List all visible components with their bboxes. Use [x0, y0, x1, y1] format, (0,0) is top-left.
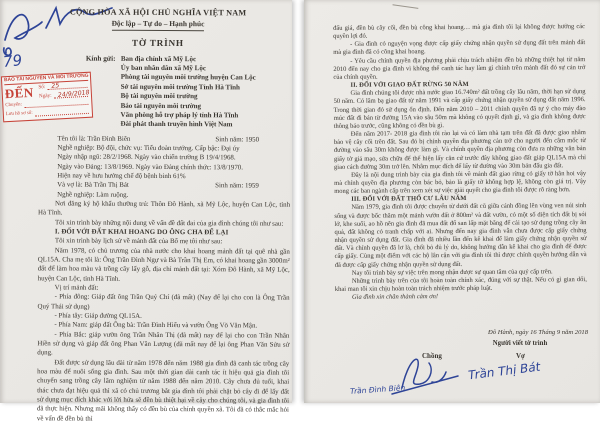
document-page-2 [304, 0, 600, 403]
land-position-label: Vị trí mảnh đất: [54, 284, 99, 292]
stamp-organization: BÁO TÀI NGUYÊN VÀ MÔI TRƯỜNG [3, 73, 89, 84]
stamp-so-value: 25 [51, 82, 60, 90]
section-1-heading: I. ĐỐI VỚI ĐẤT KHAI HOANG DO ÔNG CHA ĐỂ LẠI [54, 228, 229, 237]
kinh-gui-label: Kính gửi: [85, 54, 116, 63]
request-certificate-paragraph: - Gia đình có nguyện vọng được cấp giấy chứng nhận quyền sử dụng đất trên mảnh đất mà gia đình đã có công khai hoang. [333, 39, 586, 57]
wife-label: Vợ [516, 352, 525, 360]
national-title: CỘNG HÒA XÃ HỘI CHỦ NGHĨA VIỆT NAM [69, 7, 247, 18]
stamp-den-label: ĐẾN [4, 84, 35, 101]
wife-occupation: Nghề nghiệp: Làm ruộng. [57, 191, 129, 199]
continued-paragraph: đấu giá, đền bù cây cối, đền bù công khai hoang… mà gia đình tôi lại không được hưởng các quyền lợi đó. [333, 23, 586, 41]
truth-declaration-paragraph: Những trình bày trên của tôi hoàn toàn chính xác, đúng với sự thật. Nếu có gì gian dối, khai man tôi xin chịu hoàn toàn trách nhiệm trước pháp luật. [334, 275, 587, 293]
boundary-south: - Phía Nam: giáp đất Ông bà: Trần Đình Hiếu và vườn Ông Võ Văn Mận. [54, 321, 258, 330]
wife-birth-year: Sinh năm: 1959 [215, 182, 259, 190]
husband-label: Chồng [422, 352, 442, 360]
declarant-occupation: Nghề nghiệp: Bộ đội, chức vụ: Tiểu đoàn trưởng. Cấp bậc: Đại úy [57, 144, 240, 153]
declarant-name: Tên tôi là: Trần Đình Biên [57, 134, 131, 143]
document-title: TỜ TRÌNH [131, 37, 184, 48]
declarant-birth-year: Sinh năm: 1950 [215, 135, 260, 143]
section-2-paragraph: Đây là nội dung trình bày của gia đình tôi về mảnh đất giao rừng có giấy tờ hẳn hoi vậy mà chính quyền địa phương còn bác bỏ, bảo là giấy tờ không hợp lệ, không còn giá trị. Vậy mong các ban ngành cấp trên xem xét sự việc giải quyết cho gia đình tôi được rõ ràng hơn. [334, 169, 587, 196]
recipient: Đài phát thanh truyền hình Việt Nam [120, 120, 233, 129]
wife-name: Và vợ là: Bà Trần Thị Bát [57, 181, 129, 190]
section-2-heading: II. ĐỐI VỚI GIAO ĐẤT RỪNG 50 NĂM [350, 81, 469, 89]
section-2-paragraph: Đến năm 2017- 2018 gia đình tôi rào lại và có làm nhà tạm trên đất đã được giao nhằm bảo vệ cây cối trên đất. Sau đó bị chính quyền địa phương cản trở cho người đến cắm mốc từ đường vào sâu 30m không được làm gì. Và chính quyền địa phương còn đưa ra những văn bản giấy tờ giả mạo, sửa chữa để thể hiện lấy căn cứ trước đây không giao đất giáp QL15A mà chỉ giao cách đường 30m trở lên. Nhằm mục đích để lấy từ đường vào 30m bán đấu gia đất. [333, 129, 586, 171]
signature-block [304, 0, 600, 403]
section-2-paragraph: Gia đình chúng tôi được nhà nước giao 16.740m² đất trồng cây lâu năm, thời hạn sử dụng 50 năm. Có lâm bạ giao đất từ năm 1991 và cấp giấy chứng nhận quyền sử dụng đất năm 1996. Trong thời gian đó sử dụng ổn định. Đến năm 2010 – 2011 chính quyền đã tự ý cho máy đào múc đất đi bán từ đường 15A vào sâu 50m mà không có quyết định gì, và gia đình không được thông báo trước, cũng không có đền bù gì. [333, 88, 586, 130]
wife-signature-name: Trần Thị Bát [467, 359, 542, 383]
national-motto: Độc lập – Tự do – Hạnh phúc [39, 18, 277, 31]
thanks-line: Gia đình xin chân thành cảm ơn! [351, 293, 439, 301]
husband-signature-name: Trần Đình Biên [349, 383, 406, 396]
closing-request-paragraph: Nay tôi trình bày sự việc trên mong nhận được sự quan tâm của quý cấp trên. [351, 268, 553, 277]
enlistment-date: Ngày nhập ngũ: 28/2/1968. Ngày vào chiến trường B 19/4/1968. [57, 153, 236, 162]
recipient: Văn phòng hỗ trợ pháp lý tỉnh Hà Tĩnh [120, 110, 239, 120]
party-admission-date: Ngày vào Đảng: 13/8/1969. Ngày vào Đảng chính thức: 13/8/1970. [57, 162, 244, 171]
handwritten-number: 79 [2, 51, 23, 71]
writer-title: Người viết tờ trình [492, 340, 548, 347]
request-compensation-paragraph: - Yêu cầu chính quyền địa phương phải chịu trách nhiệm đền bù những thiệt hại từ năm 2010 đến nay cho gia đình vì không thể canh tác hay làm gì chính trên mảnh đất đó sự cản trở của chính quyền. [333, 55, 586, 81]
recipient: Báo tài nguyên môi trường [120, 101, 202, 110]
recipient: Bộ tài nguyên môi trường [120, 91, 198, 101]
recipient: Ban địa chính xã Mỹ Lộc [120, 54, 197, 63]
section-1-paragraph: Năm 1978, có chủ trương của nhà nước cho khai hoang mảnh đất tại quê nhà gần QL15A. Cha mẹ tôi là: Ông Trần Đình Ngự và Bà Trần Thị Em, có khai hoang gần 3000m² đất để làm hoa màu và trồng cây lấy gỗ, địa chỉ mảnh đất tại: Xóm Đô Hành, xã Mỹ Lộc, huyện Can Lộc, tỉnh Hà Tĩnh. [37, 247, 290, 283]
stamp-ngay-label: Ngày: [38, 92, 52, 99]
retirement-status: Hiện nay về hưu hưởng chế độ bệnh binh 61% [57, 172, 186, 180]
residence-paragraph: Nơi đăng ký hộ khẩu thường trú: Thôn Đô Hành, xã Mỹ Lộc, huyện Can Lộc, tỉnh Hà Tĩnh. [37, 200, 291, 217]
stamp-so-label: Số: [38, 84, 46, 91]
section-1-paragraph: Tôi xin trình bày lịch sử về mảnh đất của Bố mẹ tôi như sau: [54, 237, 223, 246]
boundary-east: - Phía đông: Giáp đất ông Trần Quý Chí (đã mất) (Nay để lại cho con là Ông Trần Quý Thái sử dụng) [37, 293, 290, 311]
section-3-paragraph: Năm 1979, gia đình tôi được chuyển từ dưới đất cũ giữa cánh đồng lên vùng ven núi sinh sống và được bốc thăm một mảnh vườn đất ở 800m² và đất vườn, có một số diện tích đất bị sói lở, khe suối, ao hồ nên gia đình đã mua đất đổ san lấp mặt bằng để cải tạo sử dụng trồng cây ăn quả, đất không có tranh chấp với ai. Nhưng đến nay gia đình vẫn chưa được cấp giấy chứng nhận quyền sử dụng đất. Gia đình đã nhiều lần đến kê khai để làm giấy chứng nhận quyền sử đất. Và chính quyền đã lơ là, chối bỏ đủ lý do, không hướng dẫn kê khai cho gia đình để được cấp giấy. Cùng một điểm với các hộ lân cận với gia đình tôi thì được chính quyền hướng dẫn và đã được cấp giấy chứng nhận quyền sử dụng đất. [334, 202, 587, 269]
recipient: Ủy ban nhân dân xã Mỹ Lộc [120, 63, 206, 73]
recipient: Phòng tài nguyên môi trường huyện Can Lộc [120, 73, 256, 82]
document-page-1 [0, 0, 292, 423]
section-3-heading: III. ĐỐI VỚI ĐẤT THỔ CƯ LÂU NĂM [351, 195, 467, 204]
stamp-ngay-value: 24/9/2018 [57, 88, 90, 99]
stamp-luu-label: Lưu hồ sơ số: [5, 110, 33, 117]
recipient: Sở tài nguyên môi trường Tỉnh Hà Tĩnh [120, 82, 240, 92]
boundary-north: - Phía Bắc: giáp vườn ông Trần Nhân Thị (đã mất) nay để lại cho con Trần Nhân Hiền sử dụng và giáp đất ông Phan Văn Lượng (đã mất nay để lại ông Phan Văn Sửu sử dụng. [37, 331, 290, 357]
intro-paragraph: Tôi xin trình bày những nội dung về vấn đề đất đai của gia đình chúng tôi như sau: [54, 219, 284, 228]
boundary-west: - Phía tây: Giáp đường QL15A. [54, 312, 142, 320]
land-use-history-paragraph: Đất được sử dụng lâu dài từ năm 1978 đến năm 1988 gia đình đã canh tác trồng cây hoa màu để nuôi sống gia đình. Sau một thời gian dài canh tác ít hiệu quả gia đình tôi chuyển sang trồng cây lâm nghiệm từ năm 1988 đến năm 2010. Cây chưa đủ tuổi, khai thác chưa đạt hiệu quả thì xã có chủ trương bắt gia đình tôi phải chặt bỏ cây đi để lấy đất sử dụng mục đích khác với lời hứa sẽ đền bù thiệt hại về cây cho chúng tôi, và gia đình tôi đã thực hiện. Nhưng mãi không thấy có đền bù của chính quyền xã. Tôi đã có thắc mắc hỏi về vấn đề đền bù thì [36, 359, 290, 423]
date-place-line: Đô Hành, ngày 16 Tháng 9 năm 2018 [487, 329, 588, 336]
recipients-block [38, 54, 290, 131]
declarant-info [38, 134, 290, 201]
stamp-chuyen-label: Chuyển: [5, 102, 23, 109]
